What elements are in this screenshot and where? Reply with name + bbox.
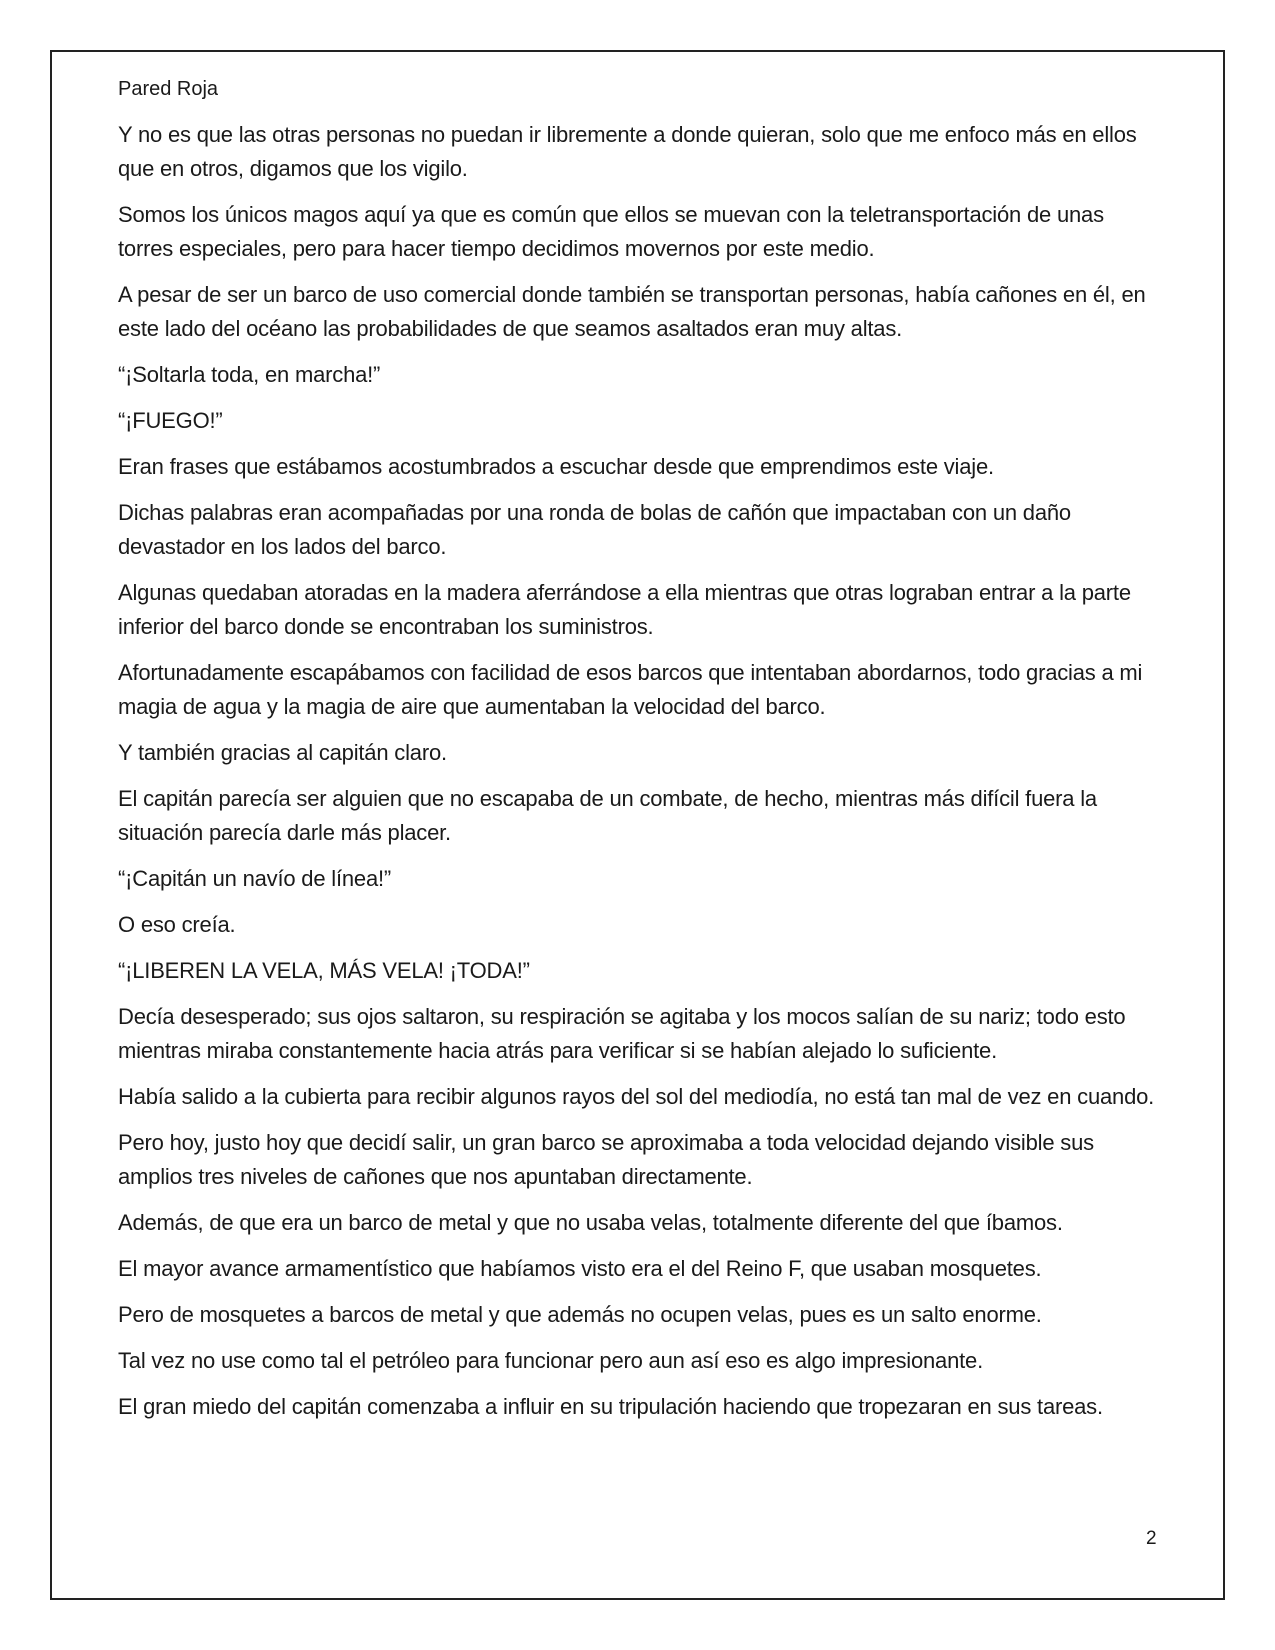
- paragraph: Afortunadamente escapábamos con facilidad de esos barcos que intentaban abordarnos, todo gracias a mi magia de agua y la magia de aire que aumentaban la velocidad del barco.: [118, 660, 1143, 719]
- paragraph: Y también gracias al capitán claro.: [118, 740, 447, 765]
- paragraph: Además, de que era un barco de metal y que no usaba velas, totalmente diferente del que íbamos.: [118, 1210, 1063, 1235]
- paragraph: Somos los únicos magos aquí ya que es común que ellos se muevan con la teletransportación de unas torres especiales, pero para hacer tiempo decidimos movernos por este medio.: [118, 202, 1104, 261]
- paragraph: Dichas palabras eran acompañadas por una ronda de bolas de cañón que impactaban con un daño devastador en los lados del barco.: [118, 500, 1071, 559]
- paragraph: El capitán parecía ser alguien que no escapaba de un combate, de hecho, mientras más difícil fuera la situación parecía darle más placer.: [118, 786, 1097, 845]
- paragraph: El gran miedo del capitán comenzaba a influir en su tripulación haciendo que tropezaran en sus tareas.: [118, 1394, 1103, 1419]
- paragraph: Algunas quedaban atoradas en la madera aferrándose a ella mientras que otras lograban entrar a la parte inferior del barco donde se encontraban los suministros.: [118, 580, 1131, 639]
- paragraph: Había salido a la cubierta para recibir algunos rayos del sol del mediodía, no está tan mal de vez en cuando.: [118, 1084, 1155, 1109]
- paragraph: Pero hoy, justo hoy que decidí salir, un gran barco se aproximaba a toda velocidad dejando visible sus amplios tres niveles de cañones que nos apuntaban directamente.: [118, 1130, 1094, 1189]
- paragraph: O eso creía.: [118, 912, 236, 937]
- paragraph: Decía desesperado; sus ojos saltaron, su respiración se agitaba y los mocos salían de su nariz; todo esto mientras miraba constantemente hacia atrás para verificar si se habían alejado lo suficiente.: [118, 1004, 1126, 1063]
- paragraph: A pesar de ser un barco de uso comercial donde también se transportan personas, había cañones en él, en este lado del océano las probabilidades de que seamos asaltados eran muy altas.: [118, 282, 1146, 341]
- paragraph: Eran frases que estábamos acostumbrados a escuchar desde que emprendimos este viaje.: [118, 454, 994, 479]
- dialogue-line: “¡Capitán un navío de línea!”: [118, 866, 392, 891]
- dialogue-line: “¡Soltarla toda, en marcha!”: [118, 362, 381, 387]
- running-header: Pared Roja: [118, 78, 219, 100]
- dialogue-line: “¡LIBEREN LA VELA, MÁS VELA! ¡TODA!”: [118, 958, 530, 983]
- paragraph: Pero de mosquetes a barcos de metal y que además no ocupen velas, pues es un salto enorme.: [118, 1302, 1042, 1327]
- document-body: [118, 118, 1158, 1436]
- paragraph: Y no es que las otras personas no puedan ir libremente a donde quieran, solo que me enfoco más en ellos que en otros, digamos que los vigilo.: [118, 122, 1137, 181]
- dialogue-line: “¡FUEGO!”: [118, 408, 223, 433]
- page-number: 2: [1146, 1528, 1157, 1549]
- paragraph: Tal vez no use como tal el petróleo para funcionar pero aun así eso es algo impresionante.: [118, 1348, 983, 1373]
- paragraph: El mayor avance armamentístico que habíamos visto era el del Reino F, que usaban mosquetes.: [118, 1256, 1042, 1281]
